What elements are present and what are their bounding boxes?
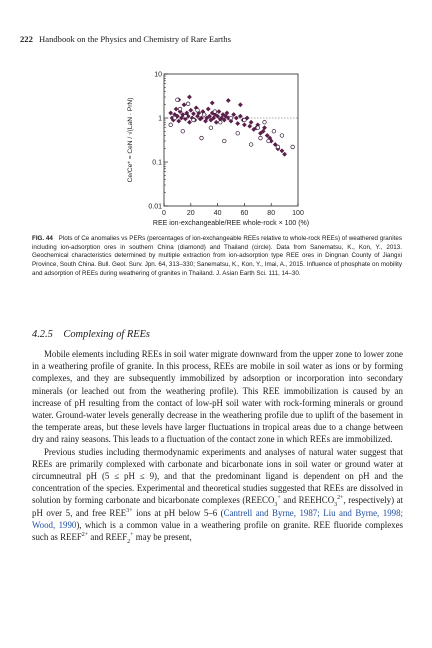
data-point-diamond bbox=[169, 111, 173, 115]
data-point-diamond bbox=[234, 116, 238, 120]
figure-label: FIG. 44 bbox=[32, 235, 53, 242]
data-point-diamond bbox=[182, 103, 186, 107]
data-point-circle bbox=[223, 139, 227, 143]
data-point-circle bbox=[276, 145, 280, 149]
data-point-diamond bbox=[206, 107, 210, 111]
data-point-diamond bbox=[249, 120, 253, 124]
section-heading bbox=[32, 329, 150, 340]
data-point-diamond bbox=[282, 152, 286, 156]
body-text bbox=[32, 348, 403, 543]
figure-caption-text: Plots of Ce anomalies vs PERs (percentages of ion-exchangeable REEs relative to whole-rock REEs) of weathered granites including ion-adsorption ores in southern China (diamond) and Thailand (circle). Data from Sanematsu, K., Kon, Y., 2013. Geochemical characteristics determined by multiple extraction from ion-adsorption type REE ores in Dingnan County of Jiangxi Province, South China. Bull. Geol. Surv. Jpn. 64, 313–330; Sanematsu, K., Kon, Y., Imai, A., 2015. Influence of phosphate on mobility and adsorption of REEs during weathering of granites in Thailand. J. Asian Earth Sci. 111, 14–30. bbox=[32, 235, 402, 277]
data-point-diamond bbox=[226, 98, 230, 102]
data-point-diamond bbox=[191, 112, 195, 116]
data-point-circle bbox=[218, 120, 222, 124]
data-point-diamond bbox=[217, 109, 221, 113]
data-point-diamond bbox=[242, 123, 246, 127]
data-point-circle bbox=[184, 114, 188, 118]
section-title: Complexing of REEs bbox=[63, 329, 150, 340]
data-point-circle bbox=[272, 129, 276, 133]
x-tick-label: 60 bbox=[240, 210, 249, 217]
data-point-circle bbox=[200, 136, 204, 140]
data-point-circle bbox=[192, 118, 196, 122]
data-point-circle bbox=[178, 107, 182, 111]
data-point-diamond bbox=[189, 108, 193, 112]
running-header bbox=[20, 34, 231, 44]
data-point-circle bbox=[169, 123, 173, 127]
paragraph-1: Mobile elements including REEs in soil water migrate downward from the upper zone to lower zone in a weathering profile of granite. In this process, REEs are mobile in soil water as ions or by forming complexes, and they are subsequently immobilized by adsorption or incorporation into secondary minerals (or leached out from the weathering profile). This REE immobilization is caused by an increase of pH resulting from the contact of low-pH soil water with rock-forming minerals or ground water. Ground-water levels generally decrease in the weathering profile due to uplift of the basement in the temperate areas, but these levels have larger fluctuations in tropical areas due to a change between dry and rainy seasons. This leads to a fluctuation of the contact zone in which REEs are immobilized. bbox=[32, 349, 403, 445]
data-point-circle bbox=[243, 118, 247, 122]
data-point-circle bbox=[263, 120, 267, 124]
y-tick-label: 10 bbox=[154, 71, 162, 79]
x-axis-label: REE ion-exchangeable/REE whole-rock × 100 (%) bbox=[152, 220, 310, 227]
data-point-diamond bbox=[187, 95, 191, 99]
page-number: 222 bbox=[20, 34, 33, 44]
y-tick-label: 1 bbox=[158, 115, 162, 123]
data-point-circle bbox=[186, 102, 190, 106]
data-point-circle bbox=[213, 110, 217, 114]
data-point-circle bbox=[259, 136, 263, 140]
data-point-diamond bbox=[238, 114, 242, 118]
paragraph-2: Previous studies including thermodynamic experiments and analyses of natural water suggest that REEs are primarily complexed with carbonate and bicarbonate ions in soil water or ground water at circumneutral pH (5 ≤ pH ≤ 9), and that the predominant ligand is dependent on pH and the concentration of the species. Experimental and theoretical studies suggested that REEs are dissolved in solution by forming carbonate and bicarbonate complexes ($REECO_3^+$ and $REEHCO_3^{2+}$, respectively) at pH over 5, and free $REE^{3+}$ ions at pH below 5–6 (Cantrell and Byrne, 1987; Liu and Byrne, 1998; Wood, 1990), which is a common value in a weathering profile on granite. REE fluoride complexes such as $REEF^{2+}$ and $REEF_2^+$ may be present, bbox=[32, 446, 404, 545]
data-point-diamond bbox=[231, 112, 235, 116]
data-point-circle bbox=[280, 134, 284, 138]
ce-anomaly-scatter-chart bbox=[120, 58, 330, 240]
data-point-diamond bbox=[187, 120, 191, 124]
data-point-circle bbox=[202, 113, 206, 117]
x-tick-label: 20 bbox=[186, 210, 195, 217]
data-point-circle bbox=[267, 139, 271, 143]
data-point-circle bbox=[181, 129, 185, 133]
plot-frame bbox=[164, 74, 298, 206]
x-tick-label: 100 bbox=[292, 210, 304, 217]
data-point-diamond bbox=[210, 101, 214, 105]
data-point-diamond bbox=[174, 107, 178, 111]
y-axis-label: Ce/Ce* = CeN / √(LaN · PrN) bbox=[127, 97, 134, 183]
x-tick-label: 0 bbox=[162, 210, 166, 217]
data-point-circle bbox=[173, 116, 177, 120]
figure-44 bbox=[120, 58, 330, 240]
x-tick-label: 40 bbox=[213, 210, 222, 217]
data-point-circle bbox=[236, 131, 240, 135]
y-tick-label: 0.1 bbox=[152, 159, 162, 167]
data-point-circle bbox=[249, 143, 253, 147]
data-point-diamond bbox=[214, 120, 218, 124]
data-point-diamond bbox=[238, 103, 242, 107]
data-point-diamond bbox=[236, 121, 240, 125]
data-point-circle bbox=[196, 108, 200, 112]
y-tick-label: 0.01 bbox=[148, 203, 162, 211]
book-title: Handbook on the Physics and Chemistry of Rare Earths bbox=[39, 34, 231, 44]
figure-caption bbox=[32, 235, 402, 279]
data-point-circle bbox=[291, 145, 295, 149]
citation-link[interactable]: Cantrell and Byrne, 1987; Liu and Byrne, 1998; Wood, 1990 bbox=[32, 507, 403, 530]
data-point-circle bbox=[229, 116, 233, 120]
section-number: 4.2.5 bbox=[32, 329, 53, 340]
data-point-diamond bbox=[177, 119, 181, 123]
data-point-diamond bbox=[280, 149, 284, 153]
x-tick-label: 80 bbox=[267, 210, 276, 217]
data-point-circle bbox=[256, 126, 260, 130]
data-point-circle bbox=[209, 126, 213, 130]
data-point-diamond bbox=[248, 124, 252, 128]
data-point-circle bbox=[176, 98, 180, 102]
